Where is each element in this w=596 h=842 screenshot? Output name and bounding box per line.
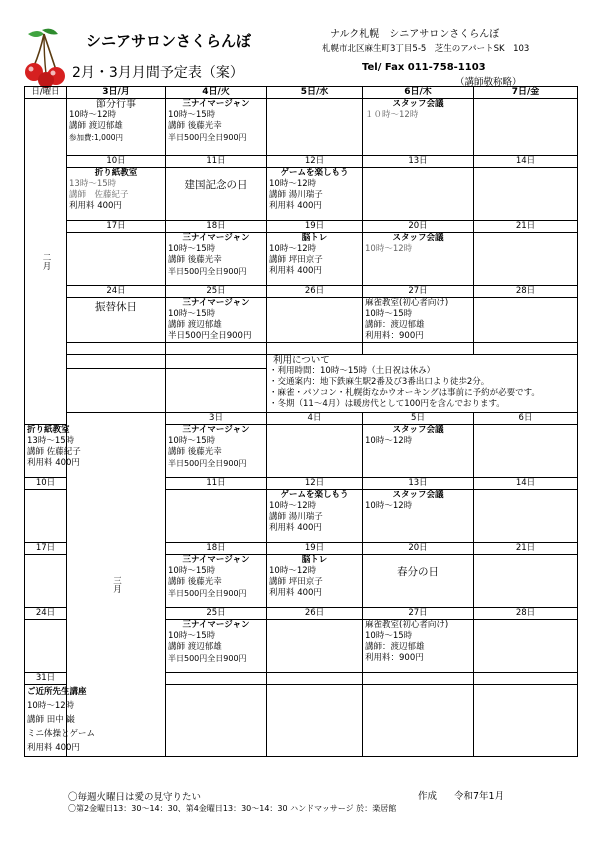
date-cell: 25日 (166, 608, 267, 620)
page-title: シニアサロンさくらんぼ (86, 32, 252, 50)
event-teacher: 講師 坪田京子 (269, 255, 323, 265)
event-cell (166, 555, 267, 608)
date-cell: 11日 (166, 478, 267, 490)
event-fee: 利用料：900円 (365, 653, 424, 663)
event-desc: ミニ体操とゲーム (27, 729, 96, 739)
event-title: スタッフ会議 (392, 490, 444, 500)
event-teacher: 講師 湯川瑞子 (269, 190, 323, 200)
date-row (25, 413, 578, 425)
empty-cell (25, 620, 67, 673)
event-title: 麻雀教室(初心者向け) (365, 620, 449, 630)
date-cell: 13日 (363, 478, 474, 490)
date-cell: 14日 (474, 156, 578, 168)
date-cell: 6日 (474, 413, 578, 425)
cherry-logo (22, 26, 74, 90)
date-cell: 18日 (166, 543, 267, 555)
event-time: 10時～15時 (168, 436, 216, 446)
event-time: 10時～12時 (269, 566, 317, 576)
holiday-label: 春分の日 (397, 566, 439, 578)
event-fee: 半日500円全日900円 (168, 654, 247, 663)
event-cell (166, 298, 267, 343)
event-teacher: 講師：渡辺郁雄 (365, 642, 425, 652)
date-cell: 28日 (474, 608, 578, 620)
event-teacher: 講師 佐藤紀子 (69, 190, 129, 200)
event-cell (363, 425, 474, 478)
empty-cell (267, 343, 363, 355)
event-time: 10時～15時 (168, 244, 216, 254)
empty-cell (166, 490, 267, 543)
empty-cell (474, 620, 578, 673)
event-title: 脳トレ (301, 233, 328, 243)
event-fee: 利用料 400円 (269, 266, 322, 276)
date-cell: 12日 (267, 478, 363, 490)
col-header: 6日/木 (363, 87, 474, 99)
event-teacher: 講師 湯川瑞子 (269, 512, 323, 522)
event-time: 10時～15時 (168, 309, 216, 319)
date-cell: 19日 (267, 221, 363, 233)
holiday-label: 建国記念の日 (184, 179, 248, 191)
event-fee: 利用料 400円 (27, 458, 80, 468)
event-title: スタッフ会議 (392, 99, 444, 109)
event-teacher: 講師 後藤光幸 (168, 447, 222, 457)
empty-cell (474, 555, 578, 608)
event-time: 10時～12時 (269, 179, 317, 189)
event-teacher: 講師 渡辺郁雄 (168, 642, 222, 652)
event-title: スタッフ会議 (392, 233, 444, 243)
week-row (25, 168, 578, 221)
event-fee: 利用料：900円 (365, 331, 424, 341)
event-cell (363, 99, 474, 156)
empty-cell (267, 298, 363, 343)
date-cell: 19日 (267, 543, 363, 555)
date-cell: 11日 (166, 156, 267, 168)
event-time: 10時～15時 (365, 309, 413, 319)
event-title: 折り紙教室 (27, 425, 70, 435)
event-cell (67, 99, 166, 156)
event-time: 10時～12時 (365, 501, 413, 511)
event-title: 脳トレ (301, 555, 328, 565)
event-cell (25, 425, 81, 478)
event-fee: 半日500円全日900円 (168, 133, 247, 142)
event-teacher: 講師 後藤光幸 (168, 121, 222, 131)
holiday-label: 振替休日 (95, 301, 137, 313)
holiday-cell (166, 168, 267, 221)
header-row (25, 87, 578, 99)
event-title: ゲームを楽しもう (280, 168, 349, 178)
notes-line: ・冬期（11～4月）は暖房代として100円を含んでおります。 (269, 399, 505, 409)
event-teacher: 講師 後藤光幸 (168, 577, 222, 587)
event-fee: 利用料 400円 (269, 201, 322, 211)
schedule-table (24, 86, 578, 757)
event-time: 10時～12時 (365, 244, 413, 254)
event-cell (25, 685, 96, 757)
date-cell: 14日 (474, 478, 578, 490)
created-label: 作成 (418, 791, 438, 802)
blank-row (25, 355, 578, 369)
event-cell (267, 233, 363, 286)
org-tel: Tel/ Fax 011-758-1103 (362, 62, 486, 73)
date-cell: 10日 (25, 478, 67, 490)
event-cell (166, 99, 267, 156)
blank-row (25, 343, 578, 355)
event-fee: 半日500円全日900円 (168, 459, 247, 468)
event-cell (166, 233, 267, 286)
date-cell: 4日 (267, 413, 363, 425)
date-cell: 26日 (267, 286, 363, 298)
date-cell: 31日 (25, 673, 67, 685)
empty-cell (166, 369, 267, 413)
date-cell: 10日 (67, 156, 166, 168)
event-time: 10時～12時 (365, 436, 413, 446)
org-address: 札幌市北区麻生町3丁目5-5 芝生のアパートSK 103 (322, 44, 530, 54)
date-cell: 12日 (267, 156, 363, 168)
event-fee: 参加費:1,000円 (69, 133, 123, 142)
event-teacher: 講師 佐藤紀子 (27, 447, 81, 457)
date-cell: 13日 (363, 156, 474, 168)
empty-cell (67, 233, 166, 286)
event-teacher: 講師 渡辺郁雄 (69, 121, 123, 131)
event-time: 10時～12時 (27, 701, 75, 711)
event-time: 13時～15時 (27, 436, 75, 446)
empty-cell (25, 490, 67, 543)
empty-cell (166, 673, 267, 685)
event-title: 麻雀教室(初心者向け) (365, 298, 449, 308)
date-cell: 24日 (67, 286, 166, 298)
date-cell: 28日 (474, 286, 578, 298)
empty-cell (363, 685, 474, 757)
event-teacher: 講師 後藤光幸 (168, 255, 222, 265)
event-time: 10時～15時 (168, 631, 216, 641)
event-time: 10時～12時 (69, 110, 117, 120)
event-fee: 半日500円全日900円 (168, 267, 247, 276)
date-row (25, 286, 578, 298)
usage-notes (267, 355, 578, 413)
event-cell (363, 298, 474, 343)
date-row (25, 156, 578, 168)
event-cell (67, 168, 166, 221)
month-label-feb: 二月 (25, 99, 67, 425)
empty-cell (267, 673, 363, 685)
honorific-note: （講師敬称略） (455, 77, 522, 88)
date-cell: 26日 (267, 608, 363, 620)
org-name: ナルク札幌 シニアサロンさくらんぼ (330, 29, 500, 40)
event-time: 13時～15時 (69, 179, 117, 189)
date-cell: 20日 (363, 221, 474, 233)
event-teacher: 講師 坪田京子 (269, 577, 323, 587)
event-cell (267, 490, 363, 543)
empty-cell (166, 355, 267, 369)
col-header: 日/曜日 (25, 87, 67, 99)
empty-cell (67, 369, 166, 413)
date-cell: 18日 (166, 221, 267, 233)
event-time: 10時～15時 (168, 110, 216, 120)
week-row (25, 233, 578, 286)
event-title: 三ナイマージャン (182, 233, 250, 243)
event-fee: 利用料 400円 (269, 588, 322, 598)
event-cell (267, 168, 363, 221)
empty-cell (474, 425, 578, 478)
event-teacher: 講師：渡辺郁雄 (365, 320, 425, 330)
event-teacher: 講師 渡辺郁雄 (168, 320, 222, 330)
holiday-cell (363, 555, 474, 608)
event-fee: 利用料 400円 (269, 523, 322, 533)
date-cell: 20日 (363, 543, 474, 555)
event-cell (363, 233, 474, 286)
event-title: ご近所先生講座 (27, 687, 87, 697)
event-title: 三ナイマージャン (182, 620, 250, 630)
event-cell (363, 620, 474, 673)
event-time: 10時～12時 (269, 244, 317, 254)
empty-cell (474, 233, 578, 286)
empty-cell (474, 298, 578, 343)
event-fee: 利用料 400円 (69, 201, 122, 211)
event-time: 10時～12時 (269, 501, 317, 511)
holiday-cell (67, 298, 166, 343)
notes-line: ・麻雀・パソコン・札幌街なかウオーキングは事前に予約が必要です。 (269, 388, 540, 398)
empty-cell (267, 620, 363, 673)
empty-cell (474, 99, 578, 156)
date-row (25, 221, 578, 233)
event-fee: 利用料 400円 (27, 743, 80, 753)
event-cell (267, 555, 363, 608)
empty-cell (25, 555, 67, 608)
event-title: 節分行事 (96, 99, 136, 110)
event-title: 三ナイマージャン (182, 425, 250, 435)
date-cell: 21日 (474, 543, 578, 555)
col-header: 4日/火 (166, 87, 267, 99)
event-cell (363, 490, 474, 543)
col-header: 7日/金 (474, 87, 578, 99)
col-header: 5日/水 (267, 87, 363, 99)
event-fee: 半日500円全日900円 (168, 331, 252, 341)
empty-cell (67, 343, 166, 355)
event-time: 10時～15時 (365, 631, 413, 641)
empty-cell (474, 490, 578, 543)
empty-cell (474, 168, 578, 221)
event-teacher: 講師 田中 巌 (27, 715, 75, 725)
empty-cell (166, 343, 267, 355)
week-row (25, 298, 578, 343)
date-cell: 3日 (166, 413, 267, 425)
date-cell: 17日 (25, 543, 67, 555)
page-subtitle: 2月・3月月間予定表（案） (72, 65, 244, 81)
date-cell: 24日 (25, 608, 67, 620)
empty-cell (267, 425, 363, 478)
footer-note-1: 〇毎週火曜日は愛の見守りたい (68, 792, 202, 803)
notes-line: ・交通案内：地下鉄麻生駅2番及び3番出口より徒歩2分。 (269, 377, 490, 387)
date-cell: 17日 (67, 221, 166, 233)
event-title: 三ナイマージャン (182, 555, 250, 565)
date-cell: 25日 (166, 286, 267, 298)
empty-cell (267, 99, 363, 156)
notes-line: ・利用時間：10時～15時（土日祝は休み） (269, 366, 436, 376)
event-cell (166, 620, 267, 673)
month-label-mar: 三月 (67, 413, 166, 757)
col-header: 3日/月 (67, 87, 166, 99)
event-title: ゲームを楽しもう (280, 490, 349, 500)
event-time: 10時～15時 (168, 566, 216, 576)
created-date: 令和7年1月 (454, 791, 505, 802)
event-cell (166, 425, 267, 478)
empty-cell (363, 343, 474, 355)
event-title: 三ナイマージャン (182, 298, 250, 308)
event-title: 折り紙教室 (94, 168, 138, 178)
notes-heading: 利用について (273, 355, 330, 366)
event-time: １０時～12時 (365, 110, 419, 120)
empty-cell (474, 685, 578, 757)
empty-cell (474, 673, 578, 685)
empty-cell (67, 355, 166, 369)
event-title: スタッフ会議 (392, 425, 444, 435)
date-cell: 27日 (363, 608, 474, 620)
empty-cell (363, 673, 474, 685)
date-cell: 27日 (363, 286, 474, 298)
event-fee: 半日500円全日900円 (168, 589, 247, 598)
event-title: 三ナイマージャン (182, 99, 250, 109)
week-row (25, 99, 578, 156)
empty-cell (267, 685, 363, 757)
empty-cell (363, 168, 474, 221)
footer-note-2: 〇第2金曜日13：30～14：30、第4金曜日13：30～14：30 ハンドマッサージ 於：楽居館 (68, 804, 397, 813)
date-cell: 5日 (363, 413, 474, 425)
empty-cell (474, 343, 578, 355)
empty-cell (166, 685, 267, 757)
date-cell: 21日 (474, 221, 578, 233)
